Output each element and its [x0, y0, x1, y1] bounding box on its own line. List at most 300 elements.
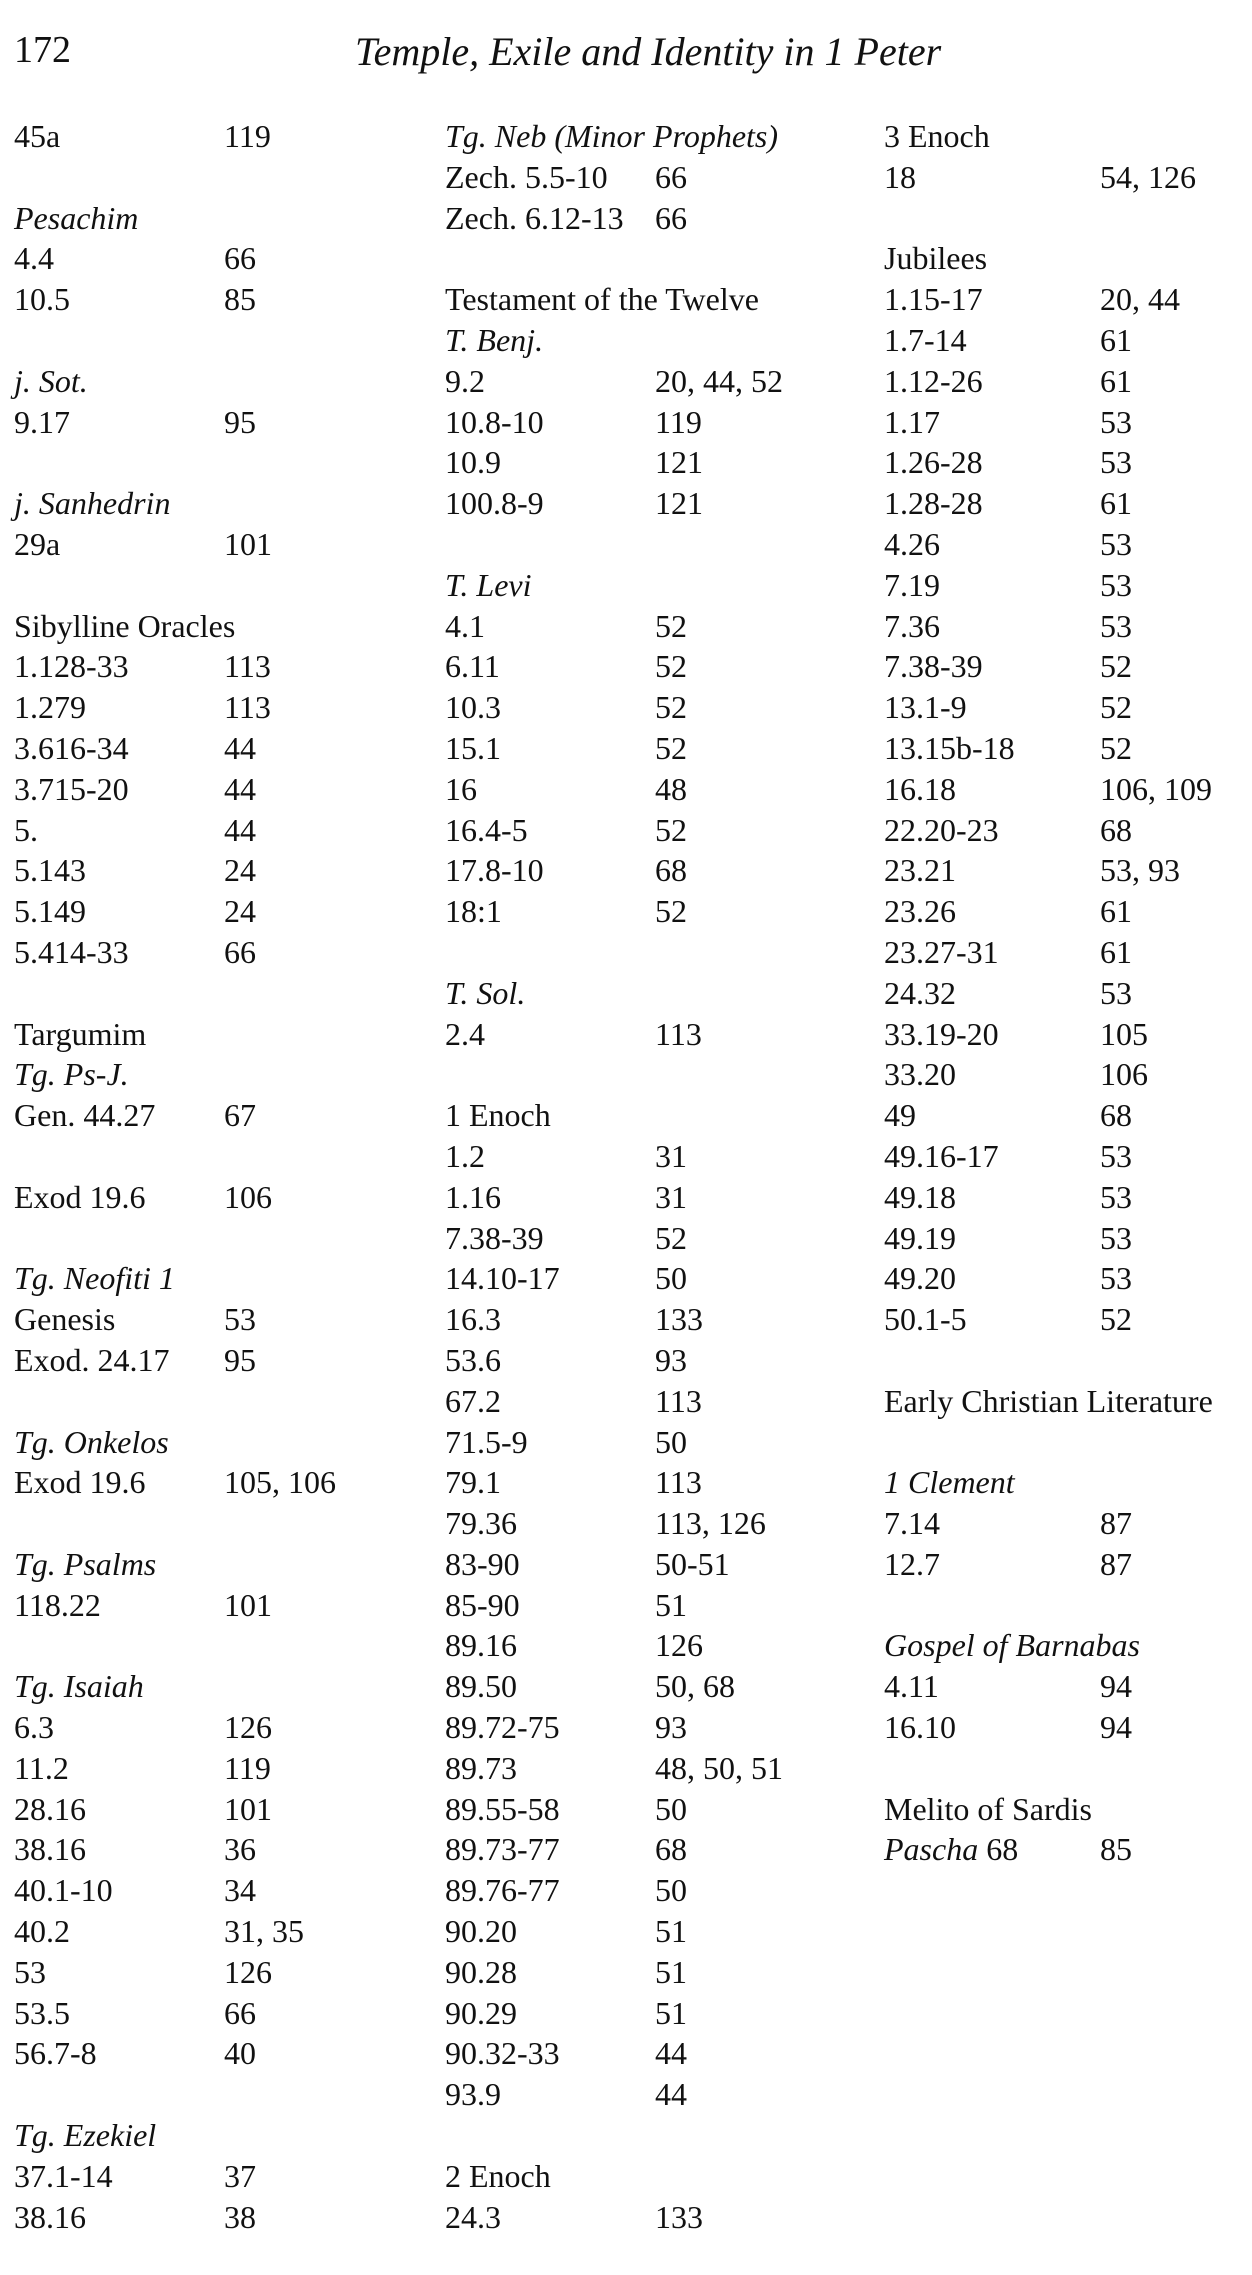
entry-pages: 53: [1100, 566, 1132, 603]
index-entry: [14, 728, 434, 769]
index-entry: [445, 1177, 865, 1218]
entry-reference: 16.18: [884, 770, 956, 807]
entry-reference: 22.20-23: [884, 811, 999, 848]
entry-pages: 105, 106: [224, 1464, 336, 1501]
blank-line: [14, 320, 434, 361]
entry-reference: Exod 19.6: [14, 1178, 146, 1215]
entry-pages: 51: [655, 1953, 687, 1990]
blank-line: [445, 932, 865, 973]
section-heading: 1 Enoch: [445, 1097, 551, 1134]
entry-pages: 54, 126: [1100, 158, 1196, 195]
entry-pages: 53: [1100, 1219, 1132, 1256]
entry-pages: 121: [655, 444, 703, 481]
entry-reference: 89.50: [445, 1668, 517, 1705]
index-entry: [14, 1177, 434, 1218]
index-entry: [445, 1666, 865, 1707]
entry-pages: 44: [655, 2076, 687, 2113]
entry-reference: 10.9: [445, 444, 501, 481]
entry-reference: 1.279: [14, 689, 86, 726]
index-entry: [884, 646, 1252, 687]
index-entry: [884, 1503, 1252, 1544]
entry-reference: 49: [884, 1097, 916, 1134]
entry-reference: 37.1-14: [14, 2157, 113, 2194]
entry-reference: 2.4: [445, 1015, 485, 1052]
blank-line: [14, 973, 434, 1014]
entry-pages: 126: [655, 1627, 703, 1664]
entry-pages: 52: [655, 689, 687, 726]
index-entry: [884, 1544, 1252, 1585]
index-entry: [14, 1870, 434, 1911]
entry-reference: 1.2: [445, 1137, 485, 1174]
section-heading: j. Sot.: [14, 362, 88, 399]
entry-reference: 53.5: [14, 1994, 70, 2031]
entry-reference: 38.16: [14, 1831, 86, 1868]
entry-reference: 4.11: [884, 1668, 939, 1705]
entry-reference: 12.7: [884, 1545, 940, 1582]
section-heading: Tg. Isaiah: [14, 1668, 144, 1705]
entry-pages: 53: [1100, 607, 1132, 644]
index-entry: [445, 1258, 865, 1299]
entry-pages: 44: [224, 811, 256, 848]
entry-reference: 24.3: [445, 2198, 501, 2235]
index-entry: [14, 1952, 434, 1993]
index-entry: [445, 1218, 865, 1259]
entry-pages: 67: [224, 1097, 256, 1134]
index-entry: [445, 1952, 865, 1993]
entry-pages: 50-51: [655, 1545, 730, 1582]
entry-pages: 68: [1100, 811, 1132, 848]
entry-reference: 10.3: [445, 689, 501, 726]
index-entry: [445, 1340, 865, 1381]
section-heading: Tg. Ps-J.: [14, 1056, 129, 1093]
section-heading: Targumim: [14, 1015, 147, 1052]
entry-reference: 89.72-75: [445, 1709, 560, 1746]
entry-pages: 95: [224, 1341, 256, 1378]
entry-pages: 101: [224, 1586, 272, 1623]
entry-pages: 113: [655, 1382, 702, 1419]
index-entry: [14, 279, 434, 320]
entry-pages: 105: [1100, 1015, 1148, 1052]
entry-reference: 7.38-39: [884, 648, 983, 685]
index-entry: [884, 1299, 1252, 1340]
entry-pages: 53: [1100, 525, 1132, 562]
entry-reference: 90.20: [445, 1913, 517, 1950]
index-entry: [445, 1829, 865, 1870]
entry-reference: 28.16: [14, 1790, 86, 1827]
index-entry: [884, 932, 1252, 973]
entry-pages: 52: [655, 648, 687, 685]
entry-reference: 49.18: [884, 1178, 956, 1215]
index-entry: [445, 402, 865, 443]
entry-pages: 106: [224, 1178, 272, 1215]
entry-reference: 33.20: [884, 1056, 956, 1093]
blank-line: [884, 1748, 1252, 1789]
entry-reference: 29a: [14, 525, 61, 562]
index-entry: [14, 932, 434, 973]
entry-reference: 1.7-14: [884, 321, 967, 358]
index-entry: [14, 2033, 434, 2074]
entry-reference: 5.: [14, 811, 38, 848]
section-heading: T. Sol.: [445, 974, 526, 1011]
entry-pages: 119: [655, 403, 702, 440]
entry-reference: 40.1-10: [14, 1872, 113, 1909]
entry-pages: 113: [224, 648, 271, 685]
entry-reference: Genesis: [14, 1301, 116, 1338]
index-entry: [884, 728, 1252, 769]
entry-pages: 87: [1100, 1505, 1132, 1542]
entry-pages: 48: [655, 770, 687, 807]
entry-reference: 79.36: [445, 1505, 517, 1542]
entry-reference: 5.149: [14, 893, 86, 930]
index-entry: [445, 1136, 865, 1177]
entry-pages: 61: [1100, 362, 1132, 399]
section-heading: Gospel of Barnabas: [884, 1627, 1140, 1664]
section-heading: Sibylline Oracles: [14, 607, 236, 644]
entry-pages: 24: [224, 893, 256, 930]
entry-reference: 5.143: [14, 852, 86, 889]
section-heading: T. Benj.: [445, 321, 544, 358]
blank-line: [14, 1503, 434, 1544]
index-entry: [14, 2156, 434, 2197]
entry-reference: 13.1-9: [884, 689, 967, 726]
index-entry: [445, 728, 865, 769]
index-entry: [445, 1625, 865, 1666]
entry-pages: 52: [1100, 648, 1132, 685]
entry-pages: 53, 93: [1100, 852, 1180, 889]
entry-pages: 53: [224, 1301, 256, 1338]
entry-pages: 53: [1100, 1137, 1132, 1174]
entry-reference: 15.1: [445, 729, 501, 766]
entry-reference: 90.28: [445, 1953, 517, 1990]
blank-line: [445, 524, 865, 565]
index-entry: [445, 1707, 865, 1748]
entry-reference: 4.4: [14, 240, 54, 277]
index-entry: [445, 2033, 865, 2074]
section-heading: Testament of the Twelve: [445, 281, 759, 318]
index-entry: [445, 1993, 865, 2034]
entry-pages: 53: [1100, 974, 1132, 1011]
index-entry: [14, 524, 434, 565]
index-entry: [884, 1014, 1252, 1055]
entry-pages: 51: [655, 1586, 687, 1623]
section-heading: Early Christian Literature: [884, 1382, 1213, 1419]
index-entry: [884, 524, 1252, 565]
entry-pages: 106, 109: [1100, 770, 1212, 807]
entry-reference: 1.15-17: [884, 281, 983, 318]
entry-pages: 31: [655, 1178, 687, 1215]
index-entry: [445, 1462, 865, 1503]
entry-reference: 49.16-17: [884, 1137, 999, 1174]
index-column-1: [14, 116, 434, 2237]
entry-pages: 61: [1100, 321, 1132, 358]
entry-pages: 68: [1100, 1097, 1132, 1134]
entry-pages: 52: [1100, 729, 1132, 766]
entry-pages: 61: [1100, 485, 1132, 522]
entry-pages: 50, 68: [655, 1668, 735, 1705]
entry-pages: 51: [655, 1913, 687, 1950]
entry-pages: 121: [655, 485, 703, 522]
entry-pages: 50: [655, 1423, 687, 1460]
entry-pages: 31: [655, 1137, 687, 1174]
entry-reference: 45a: [14, 118, 61, 154]
entry-reference: 4.1: [445, 607, 485, 644]
section-heading: Tg. Ezekiel: [14, 2117, 157, 2154]
entry-pages: 66: [224, 1994, 256, 2031]
entry-pages: 40: [224, 2035, 256, 2072]
index-entry: [445, 1422, 865, 1463]
index-entry: [884, 320, 1252, 361]
entry-pages: 53: [1100, 403, 1132, 440]
entry-reference: 7.38-39: [445, 1219, 544, 1256]
blank-line: [884, 1585, 1252, 1626]
entry-reference: 71.5-9: [445, 1423, 528, 1460]
index-entry: [14, 1095, 434, 1136]
entry-pages: 68: [655, 852, 687, 889]
index-entry: [14, 2197, 434, 2238]
entry-pages: 113, 126: [655, 1505, 766, 1542]
index-entry: [884, 1136, 1252, 1177]
index-entry: [14, 1707, 434, 1748]
index-entry: [884, 687, 1252, 728]
index-entry: [445, 1014, 865, 1055]
index-entry: [14, 646, 434, 687]
entry-reference: 49.19: [884, 1219, 956, 1256]
entry-pages: 85: [224, 281, 256, 318]
section-heading: T. Levi: [445, 566, 532, 603]
entry-pages: 52: [655, 811, 687, 848]
blank-line: [14, 1218, 434, 1259]
index-entry: [445, 687, 865, 728]
entry-pages: 93: [655, 1341, 687, 1378]
entry-pages: 50: [655, 1260, 687, 1297]
entry-reference: 3.616-34: [14, 729, 129, 766]
index-entry: [884, 810, 1252, 851]
entry-reference: 1.26-28: [884, 444, 983, 481]
blank-line: [445, 1054, 865, 1095]
entry-reference: 6.11: [445, 648, 500, 685]
index-entry: [14, 769, 434, 810]
index-entry: [884, 1095, 1252, 1136]
entry-pages: 52: [1100, 689, 1132, 726]
index-entry: [14, 1340, 434, 1381]
entry-reference: 7.36: [884, 607, 940, 644]
page-number: 172: [14, 29, 71, 71]
index-entry: [884, 1054, 1252, 1095]
section-heading: Melito of Sardis: [884, 1790, 1092, 1827]
entry-pages: 61: [1100, 893, 1132, 930]
entry-pages: 53: [1100, 1260, 1132, 1297]
entry-pages: 95: [224, 403, 256, 440]
entry-pages: 37: [224, 2157, 256, 2194]
blank-line: [884, 1422, 1252, 1463]
entry-pages: 52: [1100, 1301, 1132, 1338]
entry-reference: Zech. 6.12-13: [445, 199, 624, 236]
blank-line: [884, 1340, 1252, 1381]
index-entry: [884, 361, 1252, 402]
entry-pages: 87: [1100, 1545, 1132, 1582]
entry-pages: 52: [655, 893, 687, 930]
index-entry: [884, 1218, 1252, 1259]
index-entry: [445, 891, 865, 932]
entry-reference: 89.55-58: [445, 1790, 560, 1827]
index-entry: [445, 1299, 865, 1340]
entry-pages: 106: [1100, 1056, 1148, 1093]
entry-reference: 23.26: [884, 893, 956, 930]
entry-reference: 10.8-10: [445, 403, 544, 440]
entry-reference: 9.17: [14, 403, 70, 440]
entry-reference: 89.76-77: [445, 1872, 560, 1909]
entry-reference: 85-90: [445, 1586, 520, 1623]
index-entry: [14, 1748, 434, 1789]
entry-pages: 133: [655, 2198, 703, 2235]
section-heading: Tg. Onkelos: [14, 1423, 169, 1460]
entry-reference: 7.14: [884, 1505, 940, 1542]
entry-pages: 68: [655, 1831, 687, 1868]
section-heading: 3 Enoch: [884, 118, 990, 154]
entry-pages: 52: [655, 729, 687, 766]
index-entry: [884, 402, 1252, 443]
index-entry: [14, 687, 434, 728]
entry-reference: 79.1: [445, 1464, 501, 1501]
section-heading: Pesachim: [14, 199, 139, 236]
entry-reference: 1.17: [884, 403, 940, 440]
index-entry: [445, 361, 865, 402]
section-heading: j. Sanhedrin: [14, 485, 171, 522]
section-heading: Tg. Neb (Minor Prophets): [445, 118, 779, 154]
entry-pages: 113: [655, 1464, 702, 1501]
entry-pages: 50: [655, 1872, 687, 1909]
entry-pages: 20, 44, 52: [655, 362, 783, 399]
index-entry: [14, 1789, 434, 1830]
entry-pages: 94: [1100, 1709, 1132, 1746]
index-entry: [884, 442, 1252, 483]
entry-reference: 3.715-20: [14, 770, 129, 807]
entry-reference: 89.73-77: [445, 1831, 560, 1868]
entry-pages: 66: [655, 158, 687, 195]
index-entry: [14, 238, 434, 279]
index-column-2: [445, 116, 865, 2237]
index-entry: [884, 973, 1252, 1014]
entry-pages: 44: [224, 770, 256, 807]
entry-pages: 119: [224, 1749, 271, 1786]
index-entry: [445, 810, 865, 851]
entry-pages: 66: [224, 240, 256, 277]
index-entry: [884, 1829, 1252, 1870]
entry-reference: 13.15b-18: [884, 729, 1015, 766]
entry-reference: 16: [445, 770, 477, 807]
index-entry: [884, 1177, 1252, 1218]
entry-pages: 85: [1100, 1831, 1132, 1868]
entry-reference: 33.19-20: [884, 1015, 999, 1052]
index-entry: [14, 116, 434, 157]
blank-line: [445, 2115, 865, 2156]
entry-reference: Exod 19.6: [14, 1464, 146, 1501]
entry-reference: 6.3: [14, 1709, 54, 1746]
index-entry: [884, 1707, 1252, 1748]
index-entry: [445, 2074, 865, 2115]
entry-pages: 31, 35: [224, 1913, 304, 1950]
entry-reference: 67.2: [445, 1382, 501, 1419]
index-entry: [14, 1462, 434, 1503]
blank-line: [445, 238, 865, 279]
section-heading: Tg. Neofiti 1: [14, 1260, 175, 1297]
entry-reference: 56.7-8: [14, 2035, 97, 2072]
entry-pages: 51: [655, 1994, 687, 2031]
index-entry: [445, 198, 865, 239]
entry-reference: 50.1-5: [884, 1301, 967, 1338]
index-entry: [445, 1789, 865, 1830]
index-entry: [445, 769, 865, 810]
blank-line: [14, 1381, 434, 1422]
entry-reference: Gen. 44.27: [14, 1097, 156, 1134]
entry-reference: 10.5: [14, 281, 70, 318]
index-entry: [445, 1911, 865, 1952]
entry-reference: 89.16: [445, 1627, 517, 1664]
entry-reference: 9.2: [445, 362, 485, 399]
entry-reference: 1.128-33: [14, 648, 129, 685]
index-entry: [884, 157, 1252, 198]
index-entry: [445, 157, 865, 198]
blank-line: [14, 2074, 434, 2115]
entry-pages: 113: [224, 689, 271, 726]
index-entry: [14, 402, 434, 443]
entry-reference: 118.22: [14, 1586, 101, 1623]
index-entry: [14, 1911, 434, 1952]
entry-reference: 90.32-33: [445, 2035, 560, 2072]
entry-reference: 18: [884, 158, 916, 195]
index-entry: [445, 1381, 865, 1422]
index-entry: [14, 1993, 434, 2034]
entry-pages: 50: [655, 1790, 687, 1827]
index-entry: [884, 769, 1252, 810]
entry-reference: 18:1: [445, 893, 502, 930]
index-entry: [884, 1666, 1252, 1707]
entry-pages: 24: [224, 852, 256, 889]
entry-reference: 23.21: [884, 852, 956, 889]
entry-pages: 53: [1100, 444, 1132, 481]
running-title: Temple, Exile and Identity in 1 Peter: [355, 29, 942, 74]
index-entry: [884, 850, 1252, 891]
index-entry: [884, 565, 1252, 606]
entry-reference: 93.9: [445, 2076, 501, 2113]
entry-pages: 52: [655, 607, 687, 644]
entry-pages: 38: [224, 2198, 256, 2235]
entry-pages: 119: [224, 118, 271, 154]
entry-reference: 1.28-28: [884, 485, 983, 522]
index-column-3: [884, 116, 1252, 1870]
entry-reference: 83-90: [445, 1545, 520, 1582]
entry-reference: 40.2: [14, 1913, 70, 1950]
entry-reference: 24.32: [884, 974, 956, 1011]
index-entry: [445, 1870, 865, 1911]
entry-pages: 44: [655, 2035, 687, 2072]
entry-reference: 16.4-5: [445, 811, 528, 848]
index-entry: [445, 850, 865, 891]
entry-pages: 20, 44: [1100, 281, 1180, 318]
entry-reference: 11.2: [14, 1749, 69, 1786]
blank-line: [14, 1625, 434, 1666]
entry-reference: 16.3: [445, 1301, 501, 1338]
section-heading: 1 Clement: [884, 1464, 1015, 1501]
entry-reference: Zech. 5.5-10: [445, 158, 608, 195]
entry-reference: 5.414-33: [14, 933, 129, 970]
index-entry: [884, 1258, 1252, 1299]
entry-reference: 4.26: [884, 525, 940, 562]
entry-reference: 90.29: [445, 1994, 517, 2031]
entry-pages: 52: [655, 1219, 687, 1256]
entry-pages: 53: [1100, 1178, 1132, 1215]
blank-line: [14, 442, 434, 483]
